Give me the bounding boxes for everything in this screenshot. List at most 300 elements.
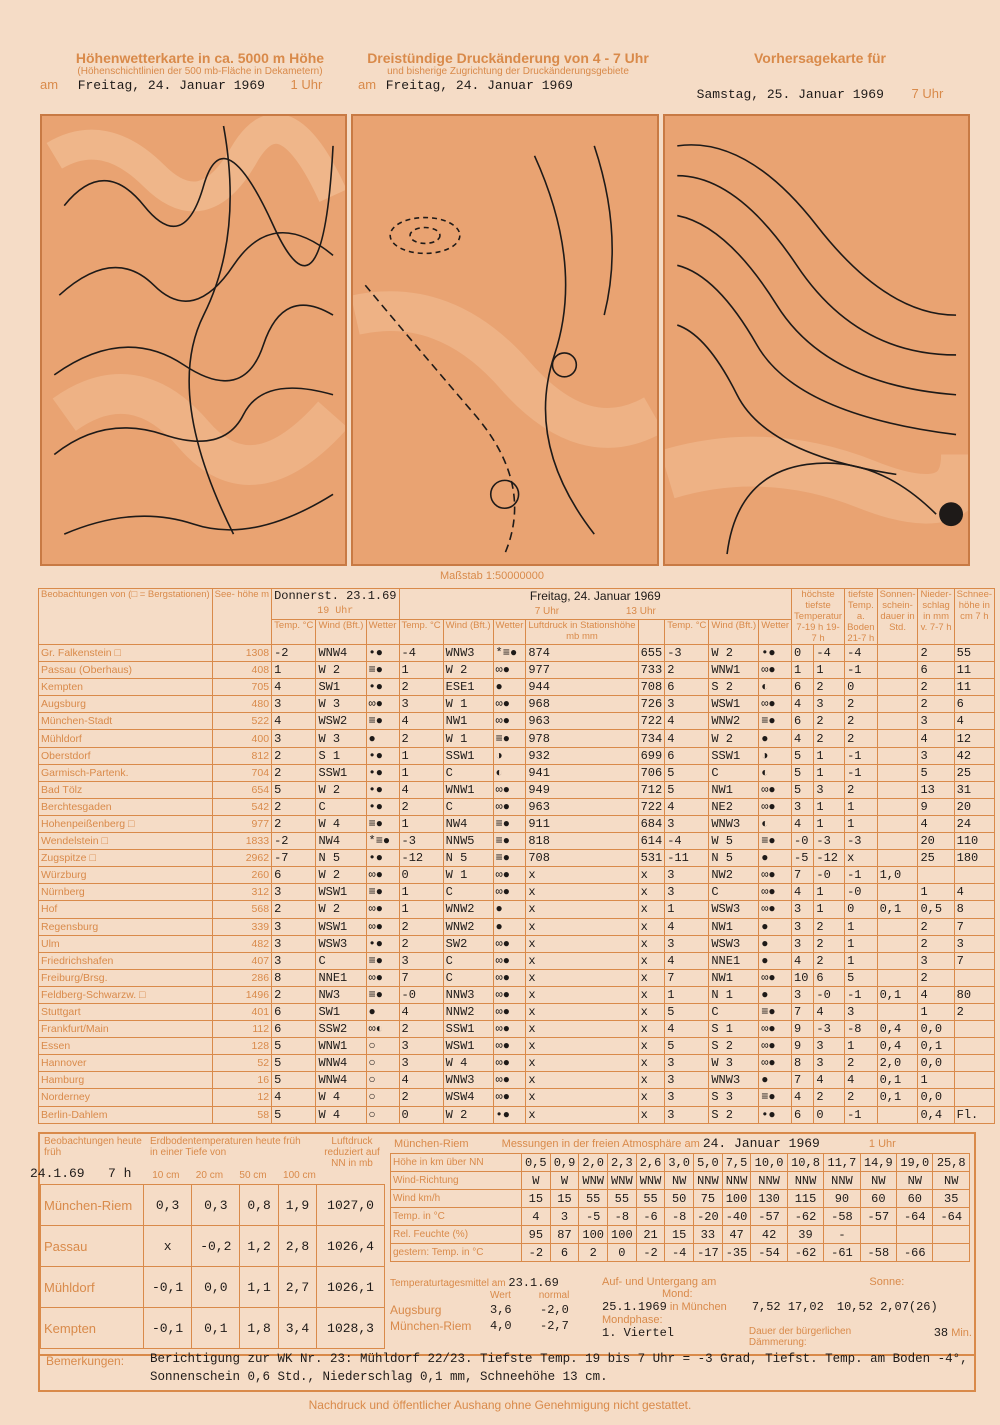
station-name: Oberstdorf — [39, 747, 213, 764]
table-row — [39, 901, 995, 918]
atmos-value: -54 — [751, 1244, 787, 1262]
atmos-title: Messungen in der freien Atmosphäre am — [501, 1138, 700, 1150]
cell: -2 — [272, 833, 316, 850]
table-row — [39, 815, 995, 832]
cell: 2 — [814, 679, 845, 696]
cell: -3 — [665, 645, 709, 662]
cell: 654 — [212, 781, 271, 798]
atmos-height-row — [391, 1154, 970, 1172]
cell: 932 — [526, 747, 638, 764]
cell: WSW1 — [709, 696, 759, 713]
cell: NW1 — [709, 918, 759, 935]
ground-min-header: tiefste Temp. a. Boden 21-7 h — [845, 589, 877, 645]
atmos-value: NW — [897, 1172, 933, 1190]
cell: ∞● — [493, 1021, 526, 1038]
soil-pressure: 1027,0 — [317, 1185, 385, 1226]
cell: ∞● — [493, 935, 526, 952]
weather-maps — [40, 114, 970, 566]
cell: W 4 — [316, 1089, 366, 1106]
daily-mean-head: Wert normal — [490, 1290, 570, 1301]
observations-body — [39, 645, 995, 1124]
upper-air-time: 1 Uhr — [290, 77, 323, 92]
cell: 4 — [918, 815, 954, 832]
cell: 734 — [638, 730, 665, 747]
cell: 3 — [918, 713, 954, 730]
cell: 11 — [954, 679, 994, 696]
cell: 944 — [526, 679, 638, 696]
cell: -12 — [814, 850, 845, 867]
cell: WNW1 — [316, 1038, 366, 1055]
cell: ≡● — [366, 713, 399, 730]
cell: 80 — [954, 986, 994, 1003]
cell: ◐ — [759, 764, 792, 781]
cell — [954, 1089, 994, 1106]
cell: W 2 — [316, 867, 366, 884]
atmos-value: 50 — [665, 1190, 694, 1208]
atmos-value: 15 — [522, 1190, 551, 1208]
cell: 2 — [845, 1055, 877, 1072]
cell: 0,1 — [877, 1072, 918, 1089]
cell: 1,0 — [877, 867, 918, 884]
cell: 4 — [814, 1003, 845, 1020]
soil-temp: 1,1 — [240, 1267, 278, 1308]
weather-col-7: Wetter — [493, 620, 526, 645]
cell: 655 — [638, 645, 665, 662]
cell: 0 — [399, 1106, 443, 1123]
atmos-value: -64 — [933, 1208, 970, 1226]
header-mid — [358, 50, 658, 93]
cell: 13 — [918, 781, 954, 798]
cell: 0,0 — [918, 1089, 954, 1106]
cell: 5 — [272, 1055, 316, 1072]
cell — [954, 969, 994, 986]
cell: 5 — [272, 1038, 316, 1055]
atmos-row-label: Rel. Feuchte (%) — [391, 1226, 522, 1244]
cell: 705 — [212, 679, 271, 696]
temp-col: Temp. °C — [272, 620, 316, 645]
cell: 684 — [638, 815, 665, 832]
cell: 6 — [792, 1106, 814, 1123]
cell: 2,0 — [877, 1055, 918, 1072]
cell: 4 — [665, 918, 709, 935]
sunmoon-row: Auf- und Untergang am Sonne: Mond: — [602, 1276, 905, 1300]
cell: 55 — [954, 645, 994, 662]
atmos-height: 0,5 — [522, 1154, 551, 1172]
cell: •● — [366, 798, 399, 815]
cell: ≡● — [759, 833, 792, 850]
atmos-value: 42 — [751, 1226, 787, 1244]
cell: x — [526, 884, 638, 901]
cell: 260 — [212, 867, 271, 884]
station-name: Würzburg — [39, 867, 213, 884]
cell: WSW3 — [709, 935, 759, 952]
cell: 0,1 — [877, 901, 918, 918]
atmos-value: NNW — [824, 1172, 860, 1190]
cell: 0 — [814, 1106, 845, 1123]
cell: SSW1 — [709, 747, 759, 764]
cell: -3 — [845, 833, 877, 850]
atmos-value: WNW — [579, 1172, 608, 1190]
atmos-value — [933, 1226, 970, 1244]
cell: ◑ — [759, 747, 792, 764]
station-name: Norderney — [39, 1089, 213, 1106]
cell: 0,0 — [918, 1021, 954, 1038]
cell: 16 — [212, 1072, 271, 1089]
station-name: Mühldorf — [39, 730, 213, 747]
cell: W 1 — [443, 730, 493, 747]
cell: x — [526, 952, 638, 969]
forecast-map — [663, 114, 970, 566]
cell: 963 — [526, 798, 638, 815]
cell: 1 — [845, 952, 877, 969]
atmos-value: 87 — [550, 1226, 579, 1244]
cell: ● — [759, 935, 792, 952]
cell: 482 — [212, 935, 271, 952]
cell: 3 — [814, 781, 845, 798]
cell: SSW2 — [316, 1021, 366, 1038]
forecast-time: 7 Uhr — [911, 86, 944, 101]
cell: W 2 — [316, 662, 366, 679]
cell: ≡● — [366, 815, 399, 832]
cell: WNW1 — [443, 781, 493, 798]
sunmoon-values: 25.1.1969 in München 7,52 17,02 10,52 2,07(26) — [602, 1300, 938, 1314]
cell: x — [526, 1072, 638, 1089]
cell: -3 — [814, 1021, 845, 1038]
cell: WNW3 — [709, 1072, 759, 1089]
atmos-value: 55 — [636, 1190, 665, 1208]
cell: ∞● — [493, 867, 526, 884]
cell: ○ — [366, 1055, 399, 1072]
cell: x — [638, 884, 665, 901]
cell: x — [638, 867, 665, 884]
soil-depths — [144, 1170, 324, 1181]
cell: 4 — [792, 1089, 814, 1106]
cell — [877, 969, 918, 986]
cell: ≡● — [366, 952, 399, 969]
cell: ● — [493, 901, 526, 918]
cell: 3 — [272, 952, 316, 969]
atmos-height: 5,0 — [694, 1154, 723, 1172]
cell: •● — [366, 764, 399, 781]
cell: ● — [759, 1072, 792, 1089]
atmos-value: 75 — [694, 1190, 723, 1208]
cell: 4 — [845, 1072, 877, 1089]
cell: ∞● — [366, 918, 399, 935]
cell: x — [638, 986, 665, 1003]
cell: 1 — [814, 901, 845, 918]
atmos-height: 2,3 — [608, 1154, 637, 1172]
cell: 2 — [845, 1089, 877, 1106]
cell: 2 — [272, 764, 316, 781]
cell: 2 — [272, 798, 316, 815]
cell: ○ — [366, 1106, 399, 1123]
cell — [877, 850, 918, 867]
cell — [954, 1072, 994, 1089]
cell: NW1 — [709, 781, 759, 798]
weather-col: Wetter — [366, 620, 399, 645]
atmos-value: 4 — [522, 1208, 551, 1226]
cell: N 1 — [709, 986, 759, 1003]
cell: 0,4 — [877, 1038, 918, 1055]
cell: W 1 — [443, 867, 493, 884]
header-left — [40, 50, 360, 93]
table-row — [39, 730, 995, 747]
cell: W 4 — [316, 1106, 366, 1123]
cell: ≡● — [366, 884, 399, 901]
cell: S 1 — [316, 747, 366, 764]
daily-mean-rows — [390, 1303, 590, 1333]
cell: ≡● — [366, 986, 399, 1003]
cell: 4 — [918, 730, 954, 747]
cell: 978 — [526, 730, 638, 747]
cell: C — [316, 798, 366, 815]
atmos-value: -35 — [722, 1244, 751, 1262]
atmos-value — [860, 1226, 896, 1244]
daily-mean-label: Temperaturtagesmittel am 23.1.69 — [390, 1276, 559, 1290]
cell: 3 — [272, 730, 316, 747]
forecast-isobars — [665, 116, 968, 564]
cell: N 5 — [316, 850, 366, 867]
observations-table — [38, 588, 995, 1124]
cell: ∞● — [493, 696, 526, 713]
cell: 977 — [212, 815, 271, 832]
elevation-header: See- höhe m — [212, 589, 271, 645]
atmos-value — [933, 1244, 970, 1262]
cell: 5 — [665, 1038, 709, 1055]
cell: 5 — [792, 764, 814, 781]
table-row — [39, 645, 995, 662]
phase-row: 1. Viertel Dauer der bürgerlichen Dämmerung: 38 Min. — [602, 1326, 972, 1348]
cell: ∞● — [493, 1089, 526, 1106]
atmos-value: 115 — [787, 1190, 823, 1208]
cell: 42 — [954, 747, 994, 764]
cell: -5 — [792, 850, 814, 867]
atmos-value: -8 — [608, 1208, 637, 1226]
cell: W 1 — [443, 696, 493, 713]
table-row — [39, 764, 995, 781]
cell: WNW4 — [316, 1055, 366, 1072]
maxmin-header: höchste tiefste Temperatur 7-19 h 19-7 h — [792, 589, 845, 645]
remarks-block — [38, 1352, 976, 1392]
cell: x — [526, 867, 638, 884]
soil-temp: 0,3 — [192, 1185, 240, 1226]
cell: ∞● — [759, 969, 792, 986]
cell: ∞● — [493, 884, 526, 901]
cell: 7 — [954, 952, 994, 969]
cell: 5 — [845, 969, 877, 986]
cell: -12 — [399, 850, 443, 867]
cell: 3 — [399, 1038, 443, 1055]
cell: -3 — [814, 833, 845, 850]
table-row — [39, 1003, 995, 1020]
cell: x — [526, 1003, 638, 1020]
sun-moon-block — [602, 1276, 972, 1354]
atmos-value: W — [550, 1172, 579, 1190]
cell: x — [638, 1021, 665, 1038]
cell: 5 — [665, 1003, 709, 1020]
cell: C — [443, 952, 493, 969]
daily-mean-block — [390, 1276, 590, 1354]
table-row — [39, 1106, 995, 1123]
cell: •● — [366, 781, 399, 798]
cell: N 5 — [443, 850, 493, 867]
cell: 0,4 — [877, 1021, 918, 1038]
table-row — [39, 986, 995, 1003]
table-row — [39, 833, 995, 850]
cell: ∞◐ — [366, 1021, 399, 1038]
station-name: Bad Tölz — [39, 781, 213, 798]
cell: S 2 — [709, 1106, 759, 1123]
atmos-row — [391, 1226, 970, 1244]
atmos-value: 55 — [608, 1190, 637, 1208]
soil-head3: Luftdruck reduziert auf NN in mb — [324, 1136, 380, 1169]
soil-head2: Erdbodentemperaturen heute früh in einer Tiefe von — [150, 1136, 301, 1158]
cell — [877, 679, 918, 696]
cell: x — [638, 1038, 665, 1055]
atmos-height: 3,0 — [665, 1154, 694, 1172]
atmos-row — [391, 1172, 970, 1190]
cell: 4 — [665, 730, 709, 747]
cell: 3 — [792, 918, 814, 935]
cell: ● — [493, 918, 526, 935]
cell: 12 — [212, 1089, 271, 1106]
cell: 7 — [792, 1072, 814, 1089]
cell: 6 — [665, 747, 709, 764]
pressure-change-sub: und bisherige Zugrichtung der Druckänderungsgebiete — [387, 66, 629, 77]
cell: 874 — [526, 645, 638, 662]
atmosphere-table — [390, 1153, 970, 1262]
cell: W 2 — [709, 645, 759, 662]
atmos-value: -40 — [722, 1208, 751, 1226]
cell: 6 — [272, 1003, 316, 1020]
cell: 568 — [212, 901, 271, 918]
cell — [877, 935, 918, 952]
cell: 11 — [954, 662, 994, 679]
cell: C — [316, 952, 366, 969]
atmos-value: NNW — [722, 1172, 751, 1190]
soil-temp: 1,2 — [240, 1226, 278, 1267]
atmos-value: -5 — [579, 1208, 608, 1226]
atmos-value: 47 — [722, 1226, 751, 1244]
table-row — [39, 918, 995, 935]
atmos-value: NW — [933, 1172, 970, 1190]
cell: 4 — [665, 798, 709, 815]
cell: 911 — [526, 815, 638, 832]
cell: 2 — [665, 662, 709, 679]
table-row — [39, 1038, 995, 1055]
atmos-value: 15 — [550, 1190, 579, 1208]
atmos-row-label: Wind-Richtung — [391, 1172, 522, 1190]
footer-notice: Nachdruck und öffentlicher Aushang ohne Genehmigung nicht gestattet. — [308, 1398, 692, 1412]
soil-temp: -0,2 — [192, 1226, 240, 1267]
cell: 5 — [272, 781, 316, 798]
cell: C — [443, 798, 493, 815]
atmos-row-label: Wind km/h — [391, 1190, 522, 1208]
cell: -1 — [845, 867, 877, 884]
cell: ∞● — [759, 798, 792, 815]
cell: x — [638, 952, 665, 969]
cell: 1 — [665, 901, 709, 918]
cell: 2962 — [212, 850, 271, 867]
cell: -1 — [845, 747, 877, 764]
weather-col-13: Wetter — [759, 620, 792, 645]
cell: WSW2 — [316, 713, 366, 730]
forecast-date: Samstag, 25. Januar 1969 — [696, 87, 884, 102]
cell: -4 — [845, 645, 877, 662]
atmos-row — [391, 1208, 970, 1226]
atmos-value: -66 — [897, 1244, 933, 1262]
cell: 4 — [954, 713, 994, 730]
cell: WNW2 — [443, 918, 493, 935]
cell: x — [638, 1055, 665, 1072]
cell: x — [638, 1106, 665, 1123]
cell: 0,1 — [877, 986, 918, 1003]
cell: x — [526, 1038, 638, 1055]
pressure-mm-col — [638, 620, 665, 645]
cell: 2 — [399, 679, 443, 696]
cell: 1 — [845, 815, 877, 832]
soil-temp: 0,1 — [192, 1308, 240, 1349]
cell: 2 — [814, 1089, 845, 1106]
cell: WSW1 — [316, 918, 366, 935]
upper-air-contours — [42, 116, 345, 564]
cell: 941 — [526, 764, 638, 781]
cell: WNW4 — [316, 645, 366, 662]
depth-label: 100 cm — [283, 1170, 316, 1181]
cell: 31 — [954, 781, 994, 798]
cell: 4 — [792, 884, 814, 901]
cell: ∞● — [493, 1003, 526, 1020]
cell: x — [845, 850, 877, 867]
cell: 3 — [814, 1055, 845, 1072]
forecast-title: Vorhersagekarte für — [753, 50, 886, 66]
cell: ∞● — [759, 1021, 792, 1038]
cell: ◐ — [759, 679, 792, 696]
cell: 6 — [954, 696, 994, 713]
atmos-value: -57 — [860, 1208, 896, 1226]
cell: 286 — [212, 969, 271, 986]
atmos-height: 11,7 — [824, 1154, 860, 1172]
atmos-height: 2,6 — [636, 1154, 665, 1172]
cell: 3 — [399, 696, 443, 713]
atmos-value: 33 — [694, 1226, 723, 1244]
cell: ● — [366, 730, 399, 747]
atmos-value: -58 — [824, 1208, 860, 1226]
cell — [877, 730, 918, 747]
soil-temp: 2,7 — [278, 1267, 316, 1308]
remarks-line1: Berichtigung zur WK Nr. 23: Mühldorf 22/23. Tiefste Temp. 19 bis 7 Uhr = -3 Grad, Tiefst. Temp. am Boden -4°, — [150, 1352, 968, 1366]
cell: 2 — [272, 747, 316, 764]
table-row — [39, 850, 995, 867]
cell: •● — [366, 935, 399, 952]
atmos-value: -17 — [694, 1244, 723, 1262]
cell: ∞● — [759, 696, 792, 713]
cell: 5 — [665, 781, 709, 798]
cell: NW3 — [316, 986, 366, 1003]
atmos-row — [391, 1244, 970, 1262]
cell: W 4 — [443, 1055, 493, 1072]
atmos-value: NNW — [751, 1172, 787, 1190]
station-name: Berchtesgaden — [39, 798, 213, 815]
cell: -3 — [399, 833, 443, 850]
station-name: Hannover — [39, 1055, 213, 1072]
cell: 0 — [399, 867, 443, 884]
cell: -4 — [665, 833, 709, 850]
day2-header: Freitag, 24. Januar 1969 7 Uhr 13 Uhr — [399, 589, 792, 620]
cell: 3 — [665, 1072, 709, 1089]
cell: 3 — [665, 696, 709, 713]
cell — [877, 918, 918, 935]
